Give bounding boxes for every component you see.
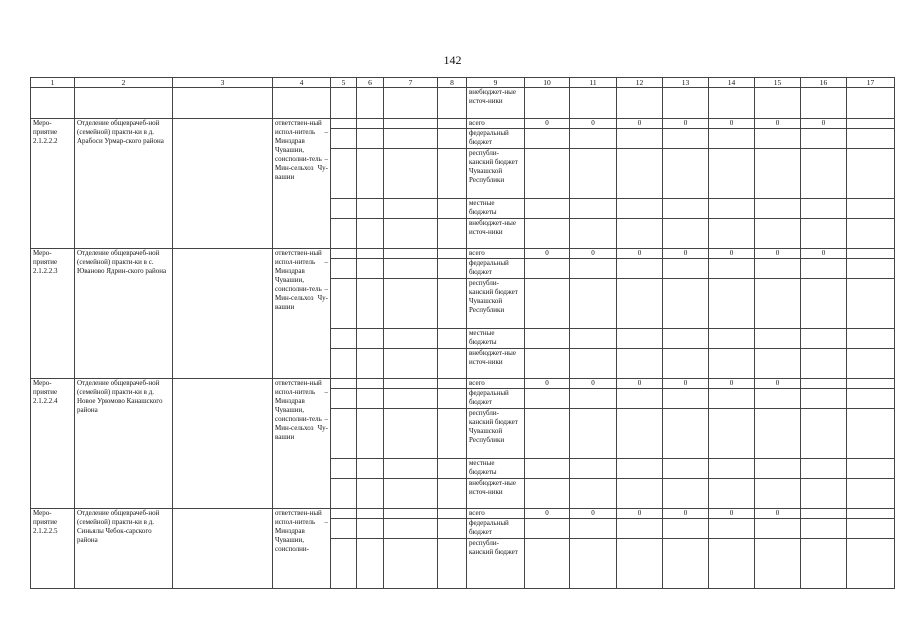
- budget-value: [570, 349, 617, 379]
- budget-value: [663, 199, 709, 219]
- cell: [331, 349, 357, 379]
- budget-source: всего: [467, 509, 525, 519]
- budget-value: [755, 519, 801, 539]
- cell: [438, 459, 467, 479]
- cell: [663, 88, 709, 119]
- budget-value: [617, 199, 663, 219]
- budget-value: [709, 329, 755, 349]
- event-column-3: [173, 249, 273, 379]
- cell: [357, 249, 384, 259]
- budget-value: [709, 259, 755, 279]
- budget-value: 0: [709, 509, 755, 519]
- event-id: Меро-приятие 2.1.2.2.3: [31, 249, 75, 379]
- event-name: Отделение общеврачеб-ной (семейной) практи-ки в д. Новое Урюмово Канашского района: [75, 379, 173, 509]
- budget-value: [847, 539, 895, 589]
- budget-value: [525, 279, 570, 329]
- budget-value: [755, 349, 801, 379]
- event-id: Меро-приятие 2.1.2.2.5: [31, 509, 75, 589]
- cell: [438, 329, 467, 349]
- budget-value: [525, 149, 570, 199]
- cell: [438, 349, 467, 379]
- budget-value: 0: [801, 249, 847, 259]
- event-executor: ответствен-ный испол-нитель – Минздрав Чувашии, соисполни-тель – Мин-сельхоз Чу-вашии: [273, 249, 331, 379]
- budget-value: [755, 129, 801, 149]
- cell: [331, 539, 357, 589]
- budget-value: 0: [525, 509, 570, 519]
- budget-value: [801, 219, 847, 249]
- budget-value: [847, 519, 895, 539]
- cell: [357, 219, 384, 249]
- budget-value: [755, 329, 801, 349]
- budget-value: [570, 519, 617, 539]
- cell: [357, 459, 384, 479]
- budget-value: 0: [525, 119, 570, 129]
- cell: [438, 88, 467, 119]
- budget-value: [570, 539, 617, 589]
- budget-value: [801, 479, 847, 509]
- cell: [438, 409, 467, 459]
- cell: [384, 199, 438, 219]
- budget-value: 0: [663, 509, 709, 519]
- budget-value: [570, 129, 617, 149]
- cell: [331, 519, 357, 539]
- cell: [331, 149, 357, 199]
- cell: [357, 349, 384, 379]
- column-number: 9: [467, 78, 525, 88]
- budget-value: [663, 389, 709, 409]
- budget-value: [663, 459, 709, 479]
- budget-value: [755, 479, 801, 509]
- cell: [438, 119, 467, 129]
- cell: [357, 199, 384, 219]
- cell: [357, 88, 384, 119]
- cell: [357, 149, 384, 199]
- budget-value: 0: [525, 249, 570, 259]
- budget-source: федеральный бюджет: [467, 389, 525, 409]
- cell: [438, 389, 467, 409]
- budget-value: [709, 349, 755, 379]
- cell: [384, 349, 438, 379]
- budget-value: [847, 379, 895, 389]
- budget-row: [31, 379, 895, 389]
- budget-source: внебюджет-ные источ-ники: [467, 349, 525, 379]
- cell: [331, 379, 357, 389]
- budget-value: [801, 259, 847, 279]
- budget-value: [525, 349, 570, 379]
- budget-value: [801, 199, 847, 219]
- budget-value: [847, 249, 895, 259]
- budget-source: республи-канский бюджет Чувашской Республики: [467, 409, 525, 459]
- budget-value: 0: [663, 379, 709, 389]
- budget-value: 0: [617, 119, 663, 129]
- cell: [384, 219, 438, 249]
- cell: [31, 88, 75, 119]
- budget-value: 0: [663, 249, 709, 259]
- budget-value: [525, 539, 570, 589]
- budget-value: [617, 279, 663, 329]
- cell: [331, 409, 357, 459]
- budget-row: [31, 509, 895, 519]
- budget-value: [525, 129, 570, 149]
- budget-value: 0: [755, 379, 801, 389]
- column-number: 15: [755, 78, 801, 88]
- budget-value: 0: [617, 379, 663, 389]
- cell: [331, 249, 357, 259]
- budget-value: [801, 329, 847, 349]
- cell: [331, 259, 357, 279]
- budget-value: [801, 539, 847, 589]
- budget-value: [663, 329, 709, 349]
- budget-value: [525, 389, 570, 409]
- cell: [847, 88, 895, 119]
- column-number: 11: [570, 78, 617, 88]
- budget-source: местные бюджеты: [467, 199, 525, 219]
- budget-value: [570, 149, 617, 199]
- budget-value: [801, 349, 847, 379]
- cell: [709, 88, 755, 119]
- cell: [331, 88, 357, 119]
- budget-value: [801, 149, 847, 199]
- budget-source: местные бюджеты: [467, 459, 525, 479]
- column-number: 10: [525, 78, 570, 88]
- cell: [331, 479, 357, 509]
- budget-value: [570, 219, 617, 249]
- cell: [357, 379, 384, 389]
- cell: [357, 259, 384, 279]
- budget-value: [755, 149, 801, 199]
- column-number: 12: [617, 78, 663, 88]
- cell: [357, 279, 384, 329]
- carryover-row: [31, 88, 895, 119]
- budget-value: 0: [755, 119, 801, 129]
- budget-value: [525, 219, 570, 249]
- budget-value: 0: [617, 509, 663, 519]
- cell: [384, 479, 438, 509]
- budget-value: [663, 349, 709, 379]
- cell: [438, 479, 467, 509]
- cell: [173, 88, 273, 119]
- budget-value: [801, 409, 847, 459]
- budget-value: [847, 119, 895, 129]
- column-number: 3: [173, 78, 273, 88]
- budget-value: [617, 459, 663, 479]
- budget-source: республи-канский бюджет Чувашской Республики: [467, 279, 525, 329]
- cell: [357, 519, 384, 539]
- budget-value: [709, 149, 755, 199]
- cell: [384, 88, 438, 119]
- budget-value: [755, 539, 801, 589]
- budget-value: [801, 389, 847, 409]
- cell: [357, 539, 384, 589]
- column-number: 2: [75, 78, 173, 88]
- event-name: Отделение общеврачеб-ной (семейной) практи-ки в д. Арабоси Урмар-ского района: [75, 119, 173, 249]
- budget-value: [847, 219, 895, 249]
- budget-value: [709, 479, 755, 509]
- event-name: Отделение общеврачеб-ной (семейной) практи-ки в д. Синьялы Чебок-сарского района: [75, 509, 173, 589]
- budget-value: [755, 459, 801, 479]
- event-executor: ответствен-ный испол-нитель – Минздрав Чувашии, соисполни-: [273, 509, 331, 589]
- budget-value: 0: [709, 119, 755, 129]
- budget-value: [847, 259, 895, 279]
- column-number: 5: [331, 78, 357, 88]
- budget-value: [847, 199, 895, 219]
- event-executor: ответствен-ный испол-нитель – Минздрав Чувашии, соисполни-тель – Мин-сельхоз Чу-вашии: [273, 119, 331, 249]
- cell: [331, 389, 357, 409]
- column-number: 1: [31, 78, 75, 88]
- budget-value: 0: [570, 379, 617, 389]
- event-column-3: [173, 119, 273, 249]
- budget-source: федеральный бюджет: [467, 129, 525, 149]
- event-id: Меро-приятие 2.1.2.2.4: [31, 379, 75, 509]
- budget-value: [525, 519, 570, 539]
- cell: [438, 129, 467, 149]
- cell: [331, 199, 357, 219]
- cell: [384, 279, 438, 329]
- budget-value: [801, 509, 847, 519]
- budget-value: [617, 129, 663, 149]
- event-column-3: [173, 379, 273, 509]
- budget-value: [847, 409, 895, 459]
- cell: [357, 409, 384, 459]
- budget-source: местные бюджеты: [467, 329, 525, 349]
- budget-value: [617, 539, 663, 589]
- column-number: 7: [384, 78, 438, 88]
- budget-value: [617, 519, 663, 539]
- budget-value: 0: [617, 249, 663, 259]
- budget-value: [709, 519, 755, 539]
- cell: [570, 88, 617, 119]
- cell: [357, 119, 384, 129]
- budget-source: внебюджет-ные источ-ники: [467, 479, 525, 509]
- budget-value: [663, 519, 709, 539]
- budget-value: [847, 279, 895, 329]
- budget-value: [847, 149, 895, 199]
- page-number: 142: [443, 53, 462, 67]
- budget-value: [709, 459, 755, 479]
- budget-value: [847, 389, 895, 409]
- budget-value: [570, 389, 617, 409]
- budget-value: [709, 539, 755, 589]
- cell: [384, 519, 438, 539]
- cell: [438, 199, 467, 219]
- budget-value: [847, 329, 895, 349]
- budget-value: 0: [570, 509, 617, 519]
- budget-value: 0: [801, 119, 847, 129]
- budget-source: республи-канский бюджет: [467, 539, 525, 589]
- budget-value: [709, 129, 755, 149]
- cell: [384, 149, 438, 199]
- budget-value: [755, 219, 801, 249]
- cell: [75, 88, 173, 119]
- cell: [438, 149, 467, 199]
- budget-source: внебюджет-ные источ-ники: [467, 219, 525, 249]
- cell: [384, 509, 438, 519]
- cell: [273, 88, 331, 119]
- budget-value: [570, 329, 617, 349]
- budget-value: [570, 259, 617, 279]
- budget-value: 0: [709, 379, 755, 389]
- budget-value: [663, 259, 709, 279]
- column-number: 14: [709, 78, 755, 88]
- cell: [801, 88, 847, 119]
- column-number-row: [31, 78, 895, 88]
- budget-value: [755, 259, 801, 279]
- budget-value: [755, 199, 801, 219]
- budget-value: [617, 219, 663, 249]
- cell: [438, 539, 467, 589]
- cell: [357, 479, 384, 509]
- cell: [331, 329, 357, 349]
- program-table: [30, 77, 895, 589]
- budget-value: [755, 279, 801, 329]
- budget-source: внебюджет-ные источ-ники: [467, 88, 525, 119]
- event-column-3: [173, 509, 273, 589]
- budget-value: [525, 259, 570, 279]
- event-id: Меро-приятие 2.1.2.2.2: [31, 119, 75, 249]
- budget-value: 0: [755, 509, 801, 519]
- budget-value: [801, 459, 847, 479]
- cell: [331, 119, 357, 129]
- cell: [331, 509, 357, 519]
- budget-value: [570, 279, 617, 329]
- budget-value: [663, 279, 709, 329]
- column-number: 8: [438, 78, 467, 88]
- budget-value: [525, 409, 570, 459]
- budget-value: [663, 539, 709, 589]
- budget-value: [525, 479, 570, 509]
- budget-value: [525, 459, 570, 479]
- budget-value: [801, 379, 847, 389]
- cell: [384, 259, 438, 279]
- cell: [384, 389, 438, 409]
- budget-source: всего: [467, 119, 525, 129]
- cell: [438, 279, 467, 329]
- budget-value: [709, 409, 755, 459]
- cell: [525, 88, 570, 119]
- budget-value: [847, 509, 895, 519]
- budget-value: 0: [709, 249, 755, 259]
- budget-source: всего: [467, 379, 525, 389]
- cell: [331, 459, 357, 479]
- cell: [617, 88, 663, 119]
- event-executor: ответствен-ный испол-нитель – Минздрав Чувашии, соисполни-тель – Мин-сельхоз Чу-вашии: [273, 379, 331, 509]
- column-number: 16: [801, 78, 847, 88]
- budget-value: [755, 389, 801, 409]
- cell: [357, 509, 384, 519]
- budget-value: [617, 149, 663, 199]
- event-name: Отделение общеврачеб-ной (семейной) практи-ки в с. Юваново Ядрин-ского района: [75, 249, 173, 379]
- cell: [331, 129, 357, 149]
- budget-source: республи-канский бюджет Чувашской Республики: [467, 149, 525, 199]
- budget-value: [617, 479, 663, 509]
- budget-value: [570, 199, 617, 219]
- cell: [438, 519, 467, 539]
- budget-value: 0: [570, 119, 617, 129]
- budget-value: [709, 279, 755, 329]
- budget-source: федеральный бюджет: [467, 519, 525, 539]
- budget-value: [663, 409, 709, 459]
- cell: [384, 409, 438, 459]
- budget-value: [570, 459, 617, 479]
- budget-value: [570, 409, 617, 459]
- column-number: 4: [273, 78, 331, 88]
- budget-value: [617, 329, 663, 349]
- budget-value: [617, 349, 663, 379]
- budget-value: [663, 129, 709, 149]
- cell: [331, 279, 357, 329]
- budget-value: [663, 479, 709, 509]
- budget-value: [847, 479, 895, 509]
- cell: [438, 379, 467, 389]
- budget-value: [709, 199, 755, 219]
- budget-row: [31, 249, 895, 259]
- cell: [438, 259, 467, 279]
- cell: [384, 379, 438, 389]
- budget-value: [570, 479, 617, 509]
- budget-value: 0: [755, 249, 801, 259]
- budget-value: [847, 459, 895, 479]
- budget-value: [525, 199, 570, 219]
- cell: [438, 509, 467, 519]
- budget-value: [801, 519, 847, 539]
- budget-value: [801, 129, 847, 149]
- budget-value: [847, 129, 895, 149]
- cell: [755, 88, 801, 119]
- budget-value: 0: [570, 249, 617, 259]
- budget-value: [663, 219, 709, 249]
- column-number: 13: [663, 78, 709, 88]
- budget-value: [709, 389, 755, 409]
- budget-value: [525, 329, 570, 349]
- column-number: 17: [847, 78, 895, 88]
- cell: [384, 329, 438, 349]
- cell: [384, 539, 438, 589]
- budget-value: 0: [525, 379, 570, 389]
- cell: [331, 219, 357, 249]
- cell: [357, 129, 384, 149]
- cell: [384, 119, 438, 129]
- cell: [384, 459, 438, 479]
- cell: [438, 219, 467, 249]
- budget-value: [801, 279, 847, 329]
- cell: [384, 249, 438, 259]
- budget-value: [617, 259, 663, 279]
- budget-value: [663, 149, 709, 199]
- budget-source: всего: [467, 249, 525, 259]
- budget-value: [847, 349, 895, 379]
- cell: [357, 329, 384, 349]
- cell: [438, 249, 467, 259]
- budget-row: [31, 119, 895, 129]
- budget-value: [617, 389, 663, 409]
- budget-value: 0: [663, 119, 709, 129]
- budget-value: [709, 219, 755, 249]
- cell: [384, 129, 438, 149]
- budget-source: федеральный бюджет: [467, 259, 525, 279]
- column-number: 6: [357, 78, 384, 88]
- budget-value: [755, 409, 801, 459]
- budget-value: [617, 409, 663, 459]
- cell: [357, 389, 384, 409]
